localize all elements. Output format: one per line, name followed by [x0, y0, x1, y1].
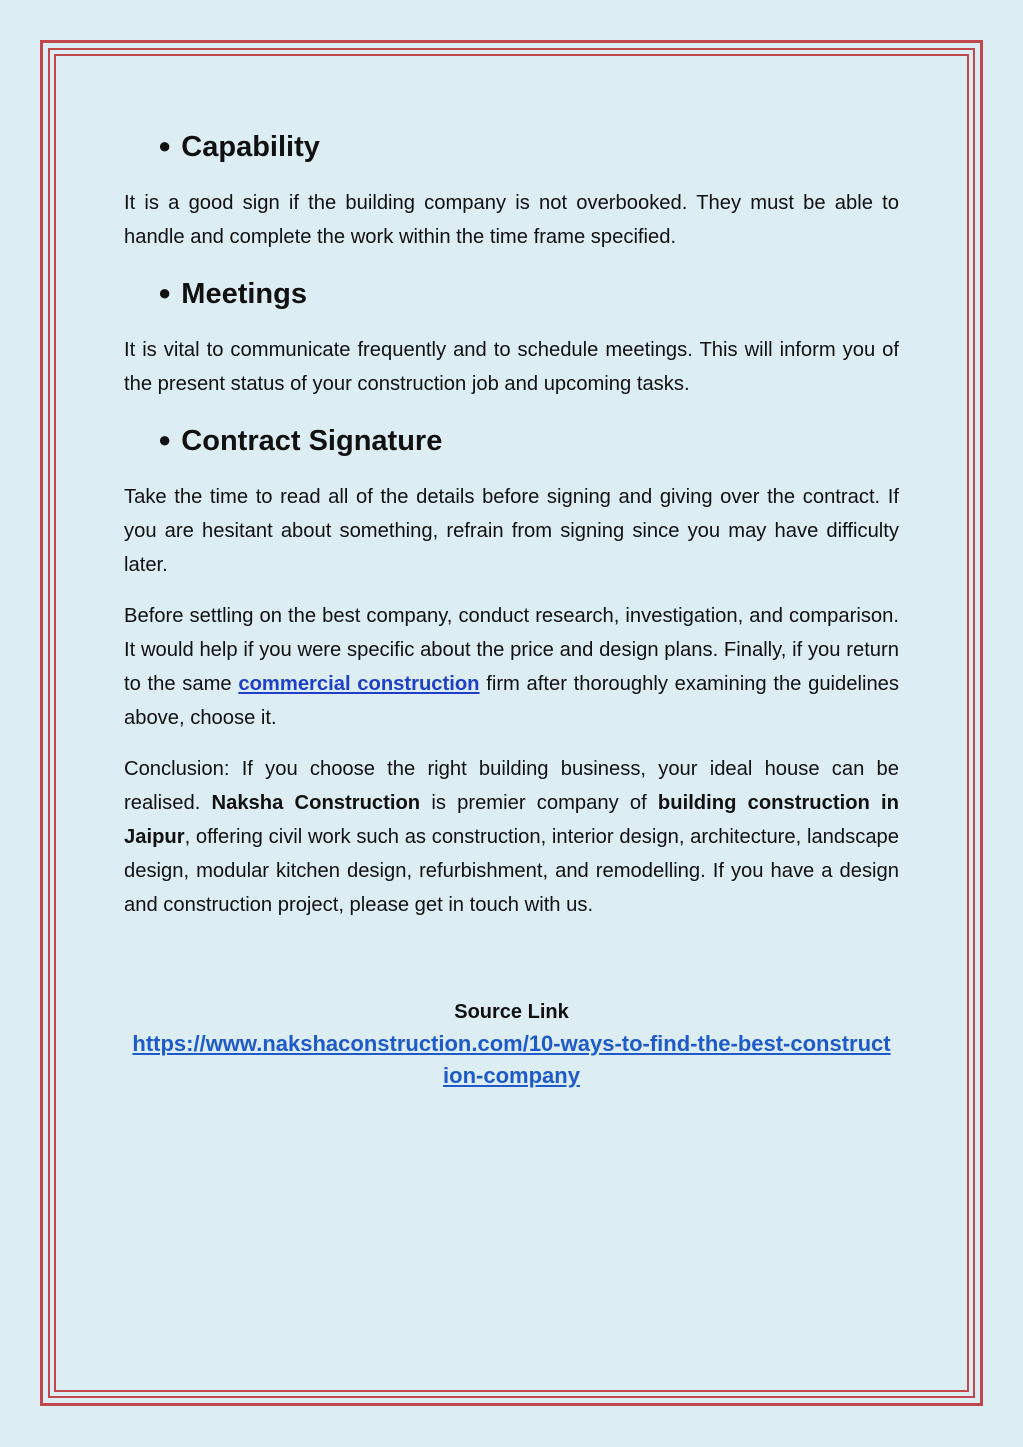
- company-name: Naksha Construction: [211, 792, 421, 814]
- bullet-icon: ●: [158, 280, 172, 305]
- source-url-link[interactable]: https://www.nakshaconstruction.com/10-ways-to-find-the-best-construction-company: [132, 1031, 891, 1088]
- source-section: [0, 996, 1023, 1092]
- document-body: [124, 120, 899, 922]
- paragraph-capability: It is a good sign if the building company is not overbooked. They must be able to handle and complete the work within the time frame specified.: [124, 192, 899, 248]
- paragraph-contract-signature: Take the time to read all of the details before signing and giving over the contract. If you are hesitant about something, refrain from signing since you may have difficulty later.: [124, 486, 899, 576]
- service-keyword: building construction in Jaipur: [124, 792, 899, 848]
- source-title: Source Link: [454, 1001, 569, 1023]
- paragraph-meetings: It is vital to communicate frequently and to schedule meetings. This will inform you of the present status of your construction job and upcoming tasks.: [124, 339, 899, 395]
- commercial-construction-link[interactable]: commercial construction: [238, 673, 480, 695]
- heading-capability: ● Capability: [158, 131, 320, 163]
- bullet-icon: ●: [158, 133, 172, 158]
- bullet-icon: ●: [158, 427, 172, 452]
- paragraph-conclusion: Conclusion: If you choose the right building business, your ideal house can be realised. Naksha Construction is premier company of building construction in Jaipur, offering civil work such as construction, interior design, architecture, landscape design, modular kitchen design, refurbishment, and remodelling. If you have a design and construction project, please get in touch with us.: [124, 758, 899, 916]
- heading-contract-signature: ● Contract Signature: [158, 425, 443, 457]
- heading-meetings: ● Meetings: [158, 278, 307, 310]
- paragraph-research: Before settling on the best company, conduct research, investigation, and comparison. It would help if you were specific about the price and design plans. Finally, if you return to the same commercial construction firm after thoroughly examining the guidelines above, choose it.: [124, 605, 900, 729]
